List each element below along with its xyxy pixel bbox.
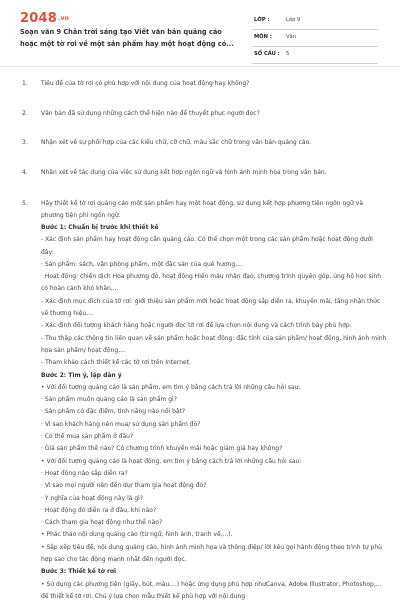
answer-line: · Sản phẩm có đặc điểm, tính năng nào nổi bật? (41, 408, 186, 416)
answer-line: · Giá sản phẩm thế nào? Có chương trình khuyến mãi hoặc giảm giá hay không? (41, 445, 283, 453)
answer-line: - Xác định mục đích của tờ rơi: giới thiệu sản phẩm mới hoặc hoạt động sắp diễn ra, khuyến mãi, tăng nhận thức về thương hiệu,... (41, 297, 381, 318)
answer-line: - Xác định sản phẩm hay hoạt động cần quảng cáo. Có thể chọn một trong các sản phẩm hoặc hoạt động dưới đây: (41, 236, 373, 256)
answer-line: • Phác thảo nội dung quảng cáo (từ ngữ, hình ảnh, tranh vẽ,...). (41, 531, 233, 539)
answer-line: · Cách tham gia hoạt động như thế nào? (41, 519, 163, 527)
question-text: Nhận xét về sự phối hợp của các kiểu chữ, cỡ chữ, màu sắc chữ trong văn bản quảng cáo. (41, 139, 312, 146)
answer-heading: Bước 1: Chuẩn bị trước khi thiết kế (41, 224, 159, 231)
info-label-question-count: SỐ CÂU : (254, 51, 280, 57)
logo-main: 2048 (20, 11, 57, 26)
info-row-subject (252, 30, 378, 47)
answer-heading: Bước 3: Thiết kế tờ rơi (41, 568, 117, 576)
question-number: 4. (22, 169, 28, 176)
answer-line: · Sản phẩm: sách, vận phòng phẩm, một đặc sản của quê hương,... (41, 260, 243, 268)
site-logo[interactable] (20, 11, 69, 26)
answer-line: - Tham khảo cách thiết kế các tờ rơi trên Internet. (41, 359, 191, 367)
answer-line: • Với đối tượng quảng cáo là sản phẩm, em tìm ý bằng cách trả lời những câu hỏi sau: (41, 383, 301, 391)
info-row-question-count (252, 47, 378, 64)
answer-line: · Vì sao mọi người nên đến dự/ tham gia hoạt động đó? (41, 482, 207, 490)
answer-line: · Vì sao khách hàng nên mua/ sử dụng sản phẩm đó? (41, 420, 201, 428)
question-number: 1. (22, 80, 28, 87)
answer-body (41, 222, 387, 600)
answer-line: · Hoạt động đó diễn ra ở đâu, khi nào? (41, 506, 157, 514)
answer-line: • Sử dụng các phương tiện (giấy, bút, màu,...) hoặc ứng dụng phù hợp nhưCanva, Adobe Illustrator, Photoshop,... để thiết kế tờ rơi. Chú ý lựa chọn mẫu thiết kế phù hợp với nội dung (41, 580, 382, 600)
question-text: Văn bản đã sử dụng những cách thể hiện nào để thuyết phục người đọc? (41, 110, 260, 117)
answer-line: · Ý nghĩa của hoạt động này là gì? (41, 494, 143, 502)
info-value-question-count: 5 (286, 51, 290, 57)
answer-line: · Có thể mua sản phẩm ở đâu? (41, 433, 134, 441)
info-value-subject: Văn (286, 34, 297, 40)
answer-line: - Thu thập các thông tin liên quan về sản phẩm hoặc hoạt động: đặc tính của sản phẩm/ hoạt động, hình ảnh minh họa sản phẩm/ hoạt động,... (41, 334, 387, 354)
answer-line: · Hoạt động: chiến dịch Hoa phượng đỏ, hoạt động Hiến máu nhân đạo, chương trình quyên góp, ủng hộ học sinh có hoàn cảnh khó khăn,... (41, 273, 381, 293)
page-title: Soạn văn 9 Chân trời sáng tạo Viết văn bản quảng cáo hoặc một tờ rơi về một sản phẩm hay một hoạt động có... (20, 28, 234, 48)
question-number: 3. (22, 139, 28, 146)
logo-tld: .vn (57, 15, 70, 22)
answer-heading: Bước 2: Tìm ý, lập dàn ý (41, 371, 122, 379)
question-number: 2. (22, 110, 28, 117)
answer-line: · Hoạt động nào sắp diễn ra? (41, 469, 128, 477)
question-number: 5. (22, 200, 28, 207)
header-divider (0, 66, 400, 67)
info-row-grade (252, 13, 378, 30)
info-label-grade: LỚP : (254, 17, 270, 23)
info-label-subject: MÔN : (254, 34, 272, 40)
info-panel (252, 13, 378, 64)
question-text: Nhận xét về tác dụng của việc sử dụng kết hợp ngôn ngữ và hình ảnh minh họa trong văn bản. (41, 169, 327, 176)
answer-line: • Sắp xếp tiêu đề, nội dung quảng cáo, hình ảnh minh họa và thông điệp/ lời kêu gọi hành động theo trình tự phù hợp sao cho tác động mạnh nhất đến người đọc. (41, 543, 382, 564)
question-text: Tiêu đề của tờ rơi có phù hợp với nội dung của hoạt động hay không? (41, 80, 250, 87)
info-value-grade: Lớp 9 (286, 17, 301, 23)
answer-line: · Sản phẩm muốn quảng cáo là sản phẩm gì? (41, 396, 177, 404)
header (0, 0, 400, 62)
answer-line: • Với đối tượng quảng cáo là hoạt động, em tìm ý bằng cách trả lời những câu hỏi sau: (41, 457, 302, 465)
answer-line: - Xác định đối tượng khách hàng hoặc người đọc tờ rơi để lựa chọn nội dung và cách trình bày phù hợp. (41, 322, 352, 330)
question-text: Hãy thiết kế tờ rơi quảng cáo một sản phẩm hay một hoạt động, sử dụng kết hợp phương tiện ngôn ngữ và phương tiện phi ngôn ngữ. (41, 200, 363, 220)
